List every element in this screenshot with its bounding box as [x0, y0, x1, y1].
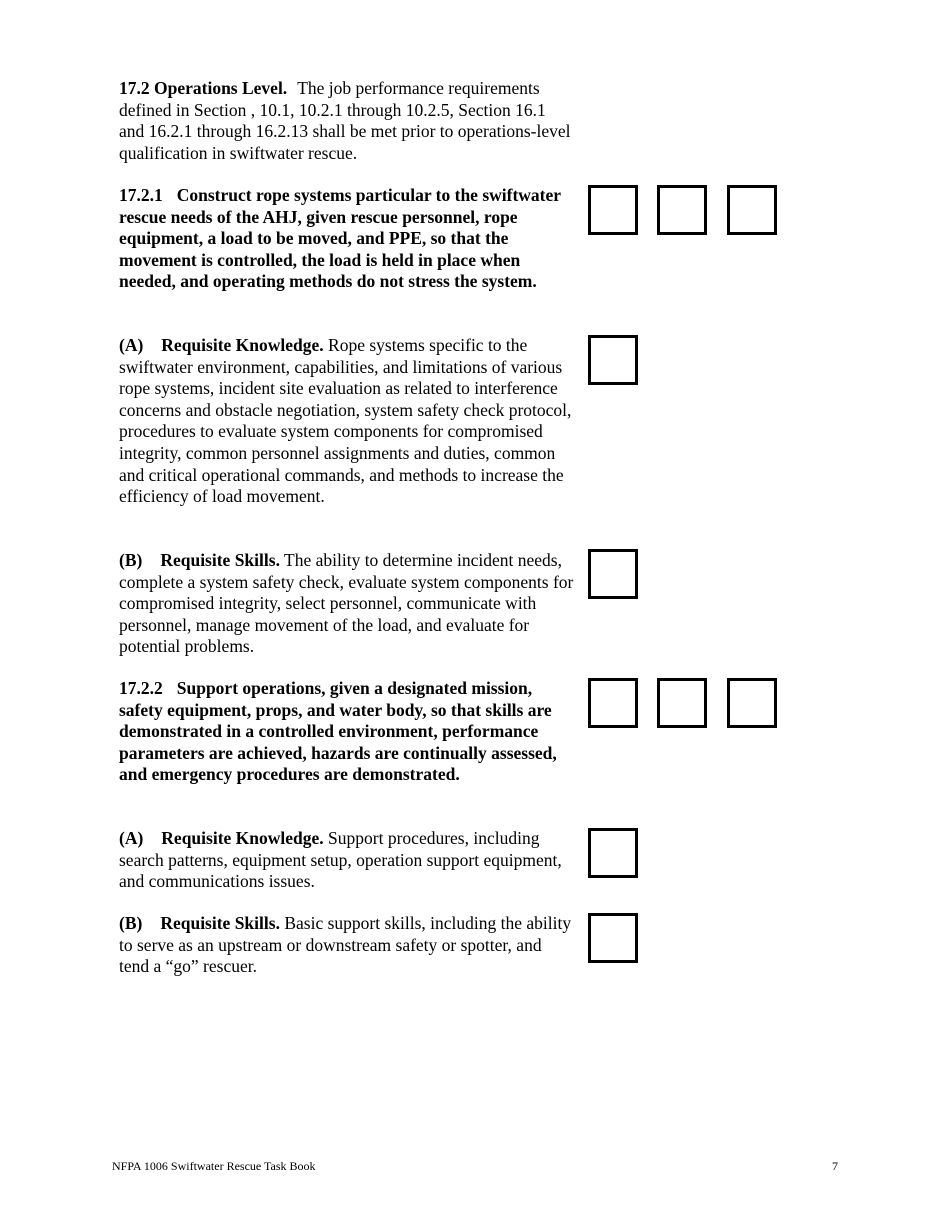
- checkbox-17-2-2-b[interactable]: [588, 913, 638, 963]
- item-letter: (B): [119, 913, 143, 933]
- item-letter: (B): [119, 550, 143, 570]
- footer-title: NFPA 1006 Swiftwater Rescue Task Book: [112, 1159, 316, 1173]
- checkbox-17-2-1-1[interactable]: [588, 185, 638, 235]
- checkbox-17-2-2-a[interactable]: [588, 828, 638, 878]
- section-heading: 17.2 Operations Level.: [119, 78, 288, 98]
- section-number: 17.2.2: [119, 678, 163, 698]
- section-17-2-2-a: [119, 828, 574, 893]
- checkbox-17-2-1-a[interactable]: [588, 335, 638, 385]
- section-number: 17.2.1: [119, 185, 163, 205]
- page-number: 7: [832, 1159, 838, 1173]
- section-body: The job performance requirements defined in Section , 10.1, 10.2.1 through 10.2.5, Section 16.1 and 16.2.1 through 16.2.13 shall be met prior to operations-level qualification in swiftwater rescue.: [119, 78, 571, 163]
- section-17-2-1-a: [119, 335, 574, 508]
- section-17-2-2: [119, 678, 574, 786]
- checkbox-17-2-2-3[interactable]: [727, 678, 777, 728]
- checkbox-17-2-2-1[interactable]: [588, 678, 638, 728]
- checkbox-17-2-2-2[interactable]: [657, 678, 707, 728]
- item-label: Requisite Skills.: [160, 550, 280, 570]
- item-letter: (A): [119, 335, 144, 355]
- item-label: Requisite Knowledge.: [161, 828, 324, 848]
- section-text: Construct rope systems particular to the swiftwater rescue needs of the AHJ, given rescue personnel, rope equipment, a load to be moved, and PPE, so that the movement is controlled, the load is held in place when needed, and operating methods do not stress the system.: [119, 185, 561, 292]
- item-body: Support procedures, including search patterns, equipment setup, operation support equipment, and communications issues.: [119, 828, 562, 892]
- item-body: Basic support skills, including the ability to serve as an upstream or downstream safety or spotter, and tend a “go” rescuer.: [119, 913, 572, 977]
- section-17-2: [119, 78, 574, 164]
- section-17-2-2-b: [119, 913, 574, 978]
- section-text: Support operations, given a designated mission, safety equipment, props, and water body, so that skills are demonstrated in a controlled environment, performance parameters are achieved, hazards are continually assessed, and emergency procedures are demonstrated.: [119, 678, 557, 785]
- item-body: The ability to determine incident needs, complete a system safety check, evaluate system components for compromised integrity, select personnel, communicate with personnel, manage movement of the load, and evaluate for potential problems.: [119, 550, 574, 657]
- checkbox-17-2-1-b[interactable]: [588, 549, 638, 599]
- section-17-2-1-b: [119, 550, 574, 658]
- item-letter: (A): [119, 828, 144, 848]
- checkbox-17-2-1-3[interactable]: [727, 185, 777, 235]
- checkbox-17-2-1-2[interactable]: [657, 185, 707, 235]
- item-label: Requisite Skills.: [160, 913, 280, 933]
- item-body: Rope systems specific to the swiftwater environment, capabilities, and limitations of various rope systems, incident site evaluation as related to interference concerns and obstacle negotiation, system safety check protocol, procedures to evaluate system components for compromised integrity, common personnel assignments and duties, common and critical operational commands, and methods to increase the efficiency of load movement.: [119, 335, 572, 507]
- item-label: Requisite Knowledge.: [161, 335, 324, 355]
- section-17-2-1: [119, 185, 574, 293]
